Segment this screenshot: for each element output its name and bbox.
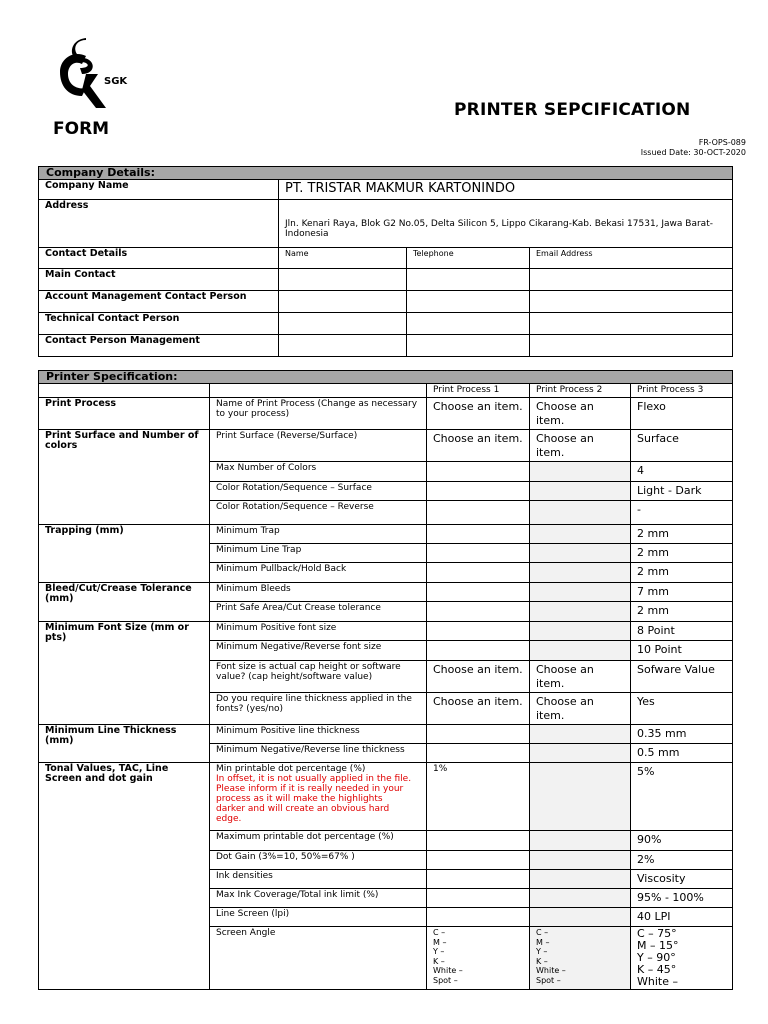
p3-min-line-trap-field[interactable]: 2 mm — [631, 544, 733, 563]
row-label: Line Screen (lpi) — [210, 908, 427, 927]
company-section-title: Company Details: — [39, 167, 733, 180]
p2-min-line-trap-field[interactable] — [530, 544, 631, 563]
row-label: Minimum Negative/Reverse font size — [210, 641, 427, 661]
p3-rotation-reverse-field[interactable]: - — [631, 501, 733, 525]
p2-max-ink-field[interactable] — [530, 889, 631, 908]
angle-line: C – — [433, 928, 446, 937]
printer-spec-table — [38, 370, 733, 990]
doc-issued-date: Issued Date: 30-OCT-2020 — [640, 148, 746, 157]
doc-code-number: FR-OPS-089 — [698, 138, 746, 147]
group-min-line: Minimum Line Thickness (mm) — [39, 725, 210, 763]
document-title: PRINTER SEPCIFICATION — [454, 100, 691, 120]
process-3-header: Print Process 3 — [631, 384, 733, 398]
angle-line: White – — [536, 966, 566, 975]
row-label: Print Surface (Reverse/Surface) — [210, 430, 427, 462]
row-label: Minimum Pullback/Hold Back — [210, 563, 427, 583]
address-label: Address — [39, 200, 279, 248]
angle-line: Y – 90° — [637, 951, 676, 964]
contact-mgmt-name-field[interactable] — [279, 335, 407, 357]
contact-mgmt-email-field[interactable] — [530, 335, 733, 357]
angle-line: K – — [536, 956, 548, 966]
p2-min-pos-line-field[interactable] — [530, 725, 631, 744]
technical-contact-phone-field[interactable] — [407, 313, 530, 335]
p2-safe-area-field[interactable] — [530, 602, 631, 622]
p2-min-neg-line-field[interactable] — [530, 744, 631, 763]
row-label: Max Ink Coverage/Total ink limit (%) — [210, 889, 427, 908]
p3-font-cap-field[interactable]: Sofware Value — [631, 661, 733, 693]
p3-min-pullback-field[interactable]: 2 mm — [631, 563, 733, 583]
p1-min-dot-field[interactable]: 1% — [427, 763, 530, 831]
p3-min-pos-line-field[interactable]: 0.35 mm — [631, 725, 733, 744]
p1-min-pos-font-field[interactable] — [427, 622, 530, 641]
p2-screen-angle-field[interactable] — [530, 927, 631, 990]
technical-contact-name-field[interactable] — [279, 313, 407, 335]
p1-name-select[interactable]: Choose an item. — [427, 398, 530, 430]
group-print-surface: Print Surface and Number of colors — [39, 430, 210, 525]
empty-header-cell — [39, 384, 210, 398]
p1-dot-gain-field[interactable] — [427, 851, 530, 870]
p2-name-select[interactable]: Choose an item. — [530, 398, 631, 430]
angle-line: M – — [536, 937, 550, 947]
p3-min-neg-line-field[interactable]: 0.5 mm — [631, 744, 733, 763]
p3-name-field[interactable]: Flexo — [631, 398, 733, 430]
contact-mgmt-label: Contact Person Management — [39, 335, 279, 357]
row-label: Font size is actual cap height or software value? (cap height/software value) — [210, 661, 427, 693]
angle-line: Spot – — [536, 975, 561, 985]
p3-min-pos-font-field[interactable]: 8 Point — [631, 622, 733, 641]
angle-line: Y – — [433, 947, 445, 956]
technical-contact-email-field[interactable] — [530, 313, 733, 335]
p2-line-applied-select[interactable]: Choose an item. — [530, 693, 631, 725]
logo-text: SGK — [104, 76, 128, 87]
row-label: Screen Angle — [210, 927, 427, 990]
angle-line: Spot – — [433, 975, 458, 985]
p2-rotation-reverse-field[interactable] — [530, 501, 631, 525]
p3-line-applied-field[interactable]: Yes — [631, 693, 733, 725]
row-label: Color Rotation/Sequence – Surface — [210, 482, 427, 501]
p1-min-neg-font-field[interactable] — [427, 641, 530, 661]
p1-screen-angle-field[interactable] — [427, 927, 530, 990]
contact-details-label: Contact Details — [39, 248, 279, 269]
row-label: Minimum Positive line thickness — [210, 725, 427, 744]
account-mgmt-email-field[interactable] — [530, 291, 733, 313]
p1-min-line-trap-field[interactable] — [427, 544, 530, 563]
p1-min-pullback-field[interactable] — [427, 563, 530, 583]
company-details-table — [38, 166, 733, 357]
p3-screen-angle-field[interactable] — [631, 927, 733, 990]
p2-min-bleeds-field[interactable] — [530, 583, 631, 602]
p1-rotation-reverse-field[interactable] — [427, 501, 530, 525]
p2-surface-select[interactable]: Choose an item. — [530, 430, 631, 462]
contact-mgmt-phone-field[interactable] — [407, 335, 530, 357]
p3-max-colors-field[interactable]: 4 — [631, 462, 733, 482]
printer-section-title: Printer Specification: — [39, 371, 733, 384]
p3-max-dot-field[interactable]: 90% — [631, 831, 733, 851]
technical-contact-label: Technical Contact Person — [39, 313, 279, 335]
p1-surface-select[interactable]: Choose an item. — [427, 430, 530, 462]
main-contact-name-field[interactable] — [279, 269, 407, 291]
empty-header-cell — [210, 384, 427, 398]
account-mgmt-name-field[interactable] — [279, 291, 407, 313]
angle-line: M – 15° — [637, 939, 679, 952]
group-min-font: Minimum Font Size (mm or pts) — [39, 622, 210, 725]
company-section-header — [39, 167, 733, 180]
process-1-header: Print Process 1 — [427, 384, 530, 398]
p1-line-screen-field[interactable] — [427, 908, 530, 927]
form-label: FORM — [53, 119, 110, 139]
p1-max-colors-field[interactable] — [427, 462, 530, 482]
row-label: Max Number of Colors — [210, 462, 427, 482]
row-label: Minimum Bleeds — [210, 583, 427, 602]
row-label: Minimum Negative/Reverse line thickness — [210, 744, 427, 763]
angle-line: C – — [536, 928, 549, 937]
p2-dot-gain-field[interactable] — [530, 851, 631, 870]
main-contact-phone-field[interactable] — [407, 269, 530, 291]
main-contact-label: Main Contact — [39, 269, 279, 291]
group-bleed: Bleed/Cut/Crease Tolerance (mm) — [39, 583, 210, 622]
row-label: Dot Gain (3%=10, 50%=67% ) — [210, 851, 427, 870]
angle-line: C – 75° — [637, 927, 677, 940]
angle-line: K – — [433, 956, 445, 966]
p3-line-screen-field[interactable]: 40 LPI — [631, 908, 733, 927]
process-2-header: Print Process 2 — [530, 384, 631, 398]
p1-min-pos-line-field[interactable] — [427, 725, 530, 744]
company-name-field[interactable]: PT. TRISTAR MAKMUR KARTONINDO — [279, 180, 733, 200]
p2-font-cap-select[interactable]: Choose an item. — [530, 661, 631, 693]
p3-dot-gain-field[interactable]: 2% — [631, 851, 733, 870]
angle-line: M – — [433, 937, 447, 947]
angle-line: White – — [637, 975, 678, 988]
account-mgmt-label: Account Management Contact Person — [39, 291, 279, 313]
p2-max-colors-field[interactable] — [530, 462, 631, 482]
p2-min-trap-field[interactable] — [530, 525, 631, 544]
p3-min-bleeds-field[interactable]: 7 mm — [631, 583, 733, 602]
printer-section-header — [39, 371, 733, 384]
p2-ink-densities-field[interactable] — [530, 870, 631, 889]
angle-line: K – 45° — [637, 963, 677, 976]
p3-surface-field[interactable]: Surface — [631, 430, 733, 462]
p1-max-ink-field[interactable] — [427, 889, 530, 908]
row-label: Minimum Line Trap — [210, 544, 427, 563]
p3-min-neg-font-field[interactable]: 10 Point — [631, 641, 733, 661]
angle-line: White – — [433, 966, 463, 975]
p1-rotation-surface-field[interactable] — [427, 482, 530, 501]
group-trapping: Trapping (mm) — [39, 525, 210, 583]
p1-safe-area-field[interactable] — [427, 602, 530, 622]
col-name-header: Name — [279, 248, 407, 269]
col-email-header: Email Address — [530, 248, 733, 269]
sgk-logo — [46, 34, 138, 116]
p2-rotation-surface-field[interactable] — [530, 482, 631, 501]
group-tonal: Tonal Values, TAC, Line Screen and dot gain — [39, 763, 210, 990]
col-telephone-header: Telephone — [407, 248, 530, 269]
row-label: Ink densities — [210, 870, 427, 889]
p2-max-dot-field[interactable] — [530, 831, 631, 851]
p1-min-bleeds-field[interactable] — [427, 583, 530, 602]
p2-min-dot-field[interactable] — [530, 763, 631, 831]
group-print-process: Print Process — [39, 398, 210, 430]
p3-ink-densities-field[interactable]: Viscosity — [631, 870, 733, 889]
row-label: Do you require line thickness applied in the fonts? (yes/no) — [210, 693, 427, 725]
p1-ink-densities-field[interactable] — [427, 870, 530, 889]
p3-min-trap-field[interactable]: 2 mm — [631, 525, 733, 544]
company-name-label: Company Name — [39, 180, 279, 200]
sgk-logo-mark — [46, 34, 138, 116]
p1-min-neg-line-field[interactable] — [427, 744, 530, 763]
p3-rotation-surface-field[interactable]: Light - Dark — [631, 482, 733, 501]
row-label-min-dot — [210, 763, 427, 831]
p2-min-pullback-field[interactable] — [530, 563, 631, 583]
p2-line-screen-field[interactable] — [530, 908, 631, 927]
p3-max-ink-field[interactable]: 95% - 100% — [631, 889, 733, 908]
row-label: Color Rotation/Sequence – Reverse — [210, 501, 427, 525]
min-dot-label: Min printable dot percentage (%) — [216, 764, 366, 774]
p1-max-dot-field[interactable] — [427, 831, 530, 851]
address-field[interactable]: Jln. Kenari Raya, Blok G2 No.05, Delta Silicon 5, Lippo Cikarang-Kab. Bekasi 17531, Jawa Barat-Indonesia — [279, 200, 733, 248]
main-contact-email-field[interactable] — [530, 269, 733, 291]
row-label: Minimum Trap — [210, 525, 427, 544]
document-code — [641, 138, 746, 158]
row-label: Name of Print Process (Change as necessary to your process) — [210, 398, 427, 430]
p2-min-neg-font-field[interactable] — [530, 641, 631, 661]
angle-line: Y – — [536, 947, 548, 956]
p2-min-pos-font-field[interactable] — [530, 622, 631, 641]
p3-safe-area-field[interactable]: 2 mm — [631, 602, 733, 622]
p3-min-dot-field[interactable]: 5% — [631, 763, 733, 831]
row-label: Print Safe Area/Cut Crease tolerance — [210, 602, 427, 622]
row-label: Maximum printable dot percentage (%) — [210, 831, 427, 851]
account-mgmt-phone-field[interactable] — [407, 291, 530, 313]
min-dot-note: In offset, it is not usually applied in the file. Please inform if it is really needed in your process as it will make the highlights darker and will create an obvious hard edge. — [216, 774, 412, 824]
p1-line-applied-select[interactable]: Choose an item. — [427, 693, 530, 725]
p1-min-trap-field[interactable] — [427, 525, 530, 544]
p1-font-cap-select[interactable]: Choose an item. — [427, 661, 530, 693]
row-label: Minimum Positive font size — [210, 622, 427, 641]
